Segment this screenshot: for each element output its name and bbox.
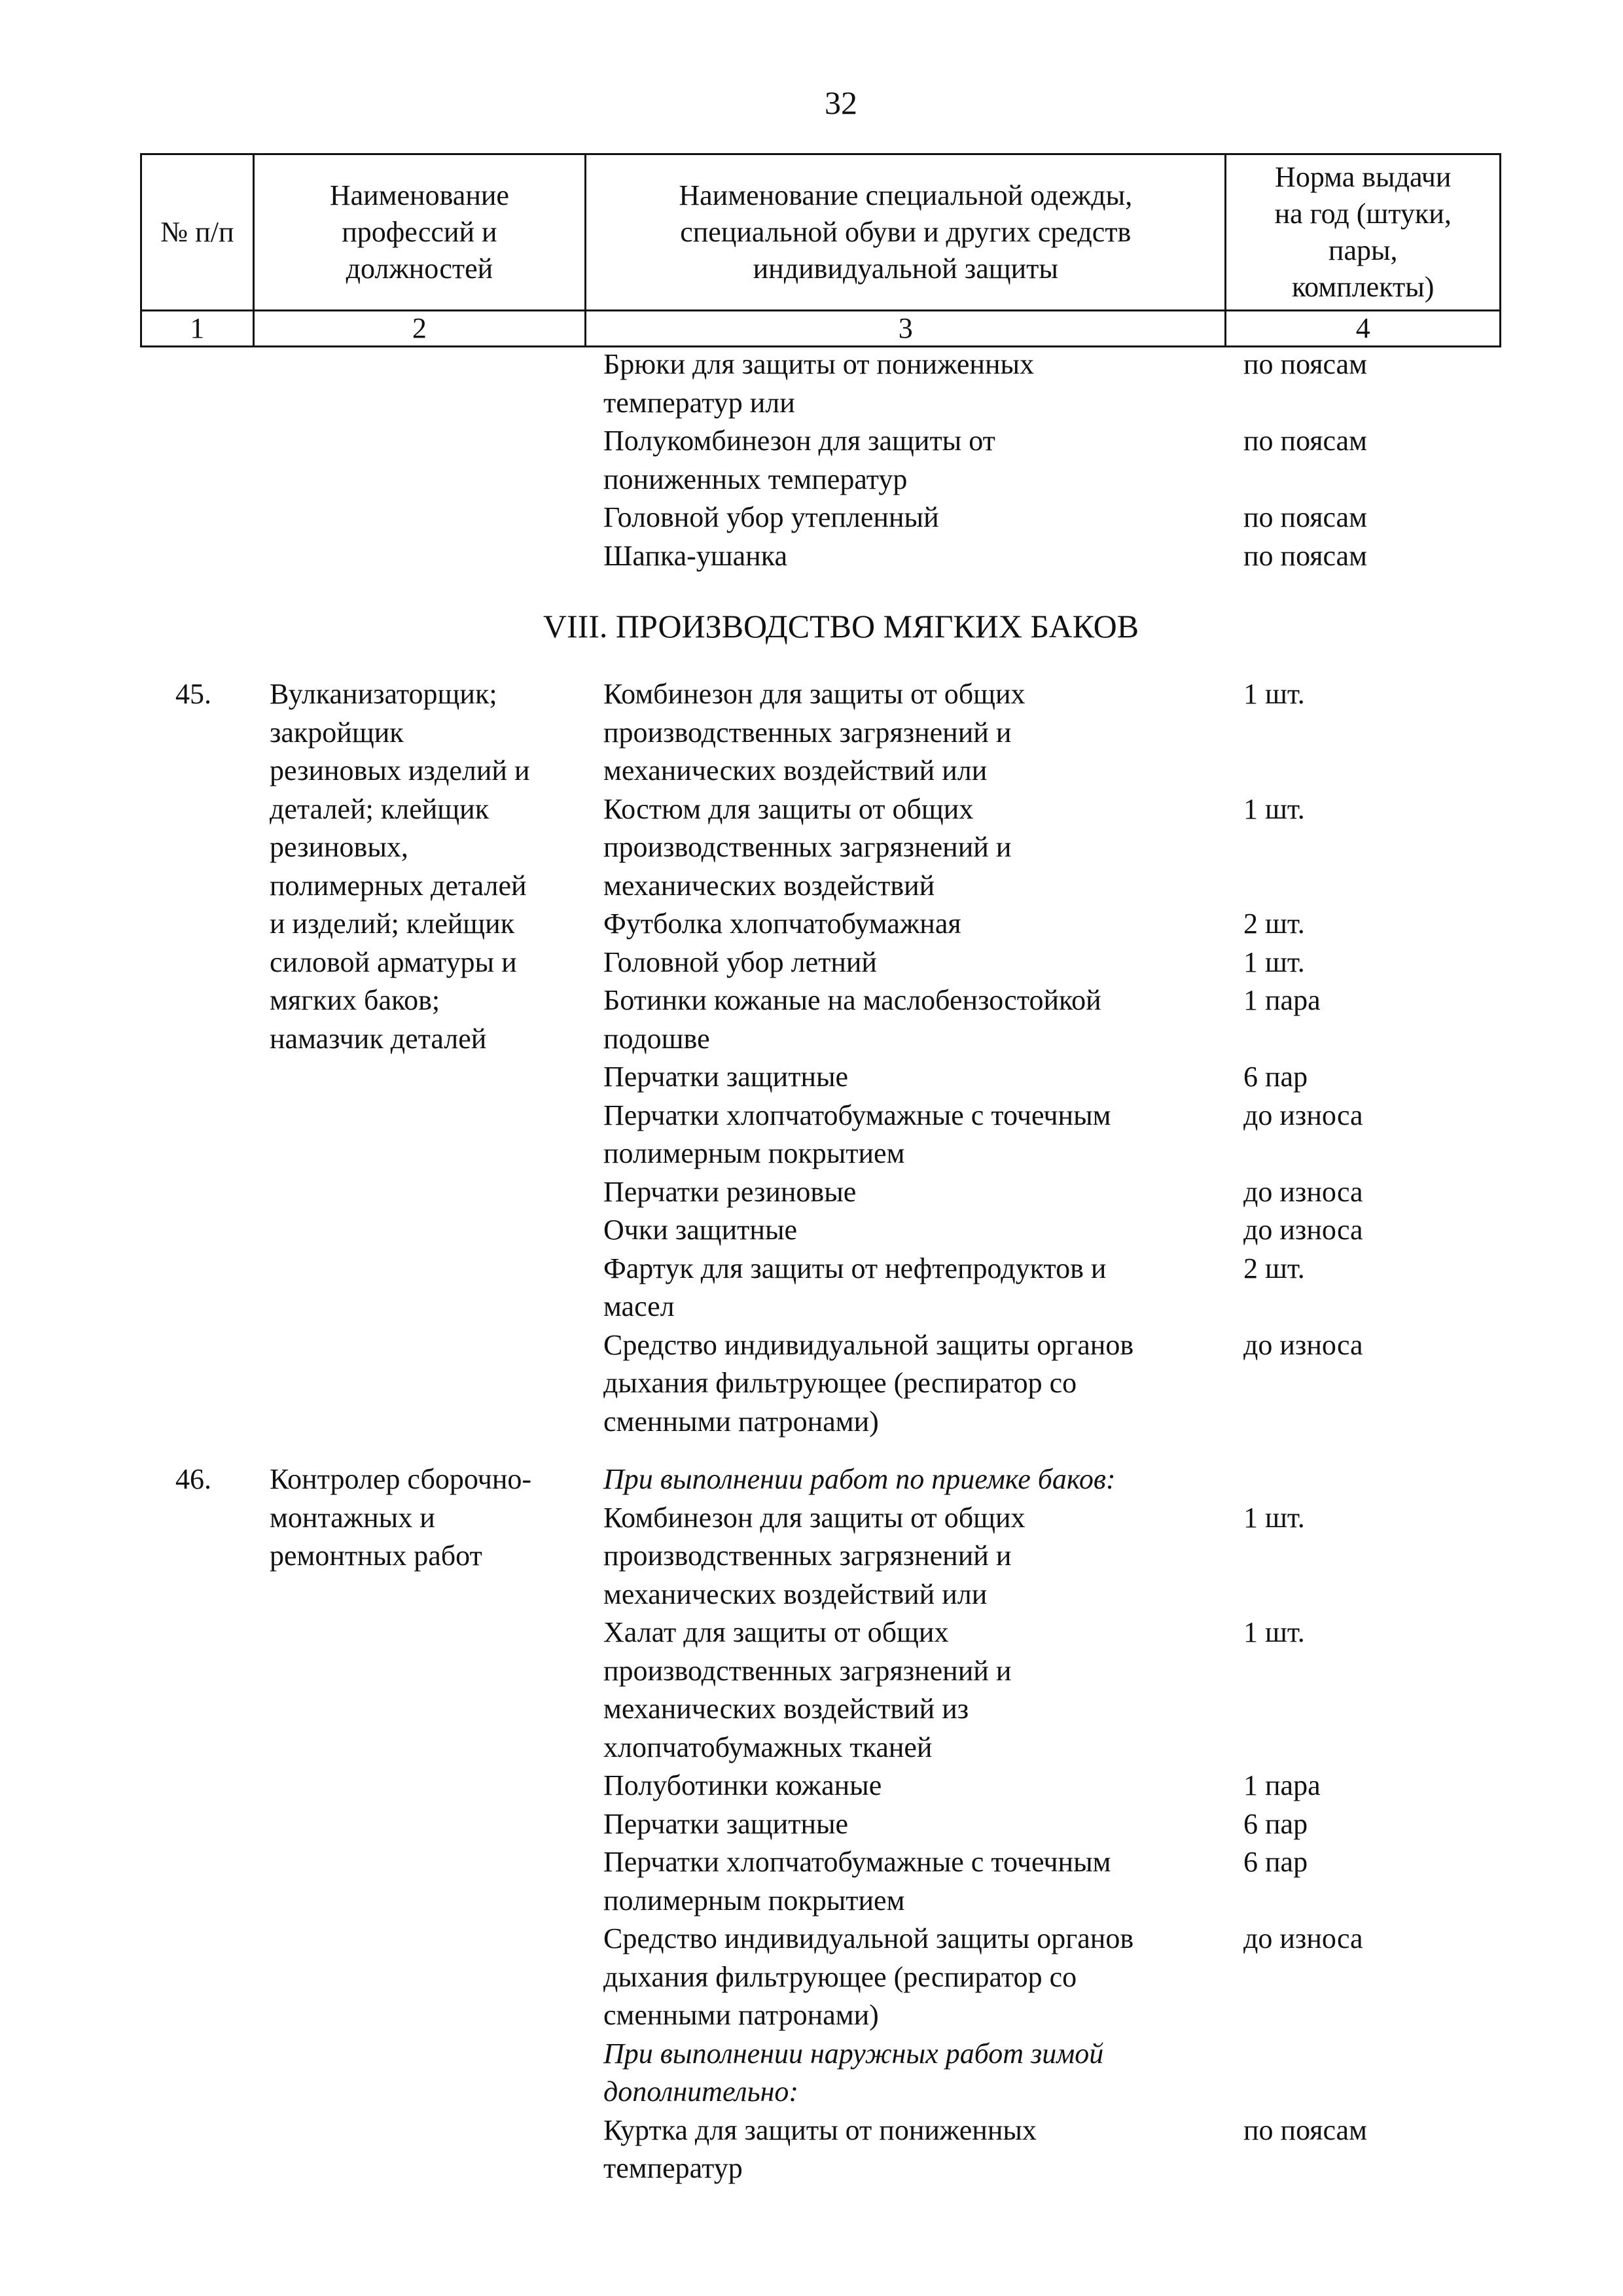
entry-0-item-0-line-2: механических воздействий или — [603, 754, 988, 786]
entry-0-item-2-line-0: Футболка хлопчатобумажная — [603, 908, 961, 940]
header-num-4: 4 — [1226, 311, 1501, 347]
entry-0-profession-line-5: полимерных деталей — [270, 869, 527, 902]
entry-0-item-1-line-2: механических воздействий — [603, 869, 935, 902]
entry-0-item-4-line-0: Ботинки кожаные на маслобензостойкой — [603, 984, 1101, 1016]
entry-1-profession-line-1: монтажных и — [270, 1501, 435, 1534]
continuation-norm-1: по поясам — [1243, 425, 1367, 457]
page-number: 32 — [825, 84, 857, 121]
entry-1-norm-1: 1 шт. — [1243, 1501, 1305, 1534]
header-num-1: 1 — [141, 311, 254, 347]
entry-1-item-2-line-1: производственных загрязнений и — [603, 1654, 1012, 1687]
continuation-norm-3: по поясам — [1243, 539, 1367, 572]
entry-0-norm-6: до износа — [1243, 1099, 1363, 1131]
entry-1-item-6-line-0: Средство индивидуальной защиты органов — [603, 1922, 1134, 1954]
continuation-norm-0: по поясам — [1243, 348, 1367, 380]
entry-1-item-8-line-0: Куртка для защиты от пониженных — [603, 2113, 1037, 2146]
entry-1-norm-8: по поясам — [1243, 2113, 1367, 2146]
entry-0-item-0-line-1: производственных загрязнений и — [603, 716, 1012, 749]
entry-number-46.: 46. — [175, 1463, 211, 1495]
entry-1-profession-line-0: Контролер сборочно- — [270, 1463, 532, 1495]
entry-1-norm-3: 1 пара — [1243, 1769, 1321, 1801]
entry-0-item-10-line-1: дыхания фильтрующее (респиратор со — [603, 1367, 1077, 1399]
entry-0-profession-line-3: деталей; клейщик — [270, 792, 490, 825]
entry-0-item-8-line-0: Очки защитные — [603, 1214, 798, 1246]
continuation-item-1-line-0: Полукомбинезон для защиты от — [603, 425, 995, 457]
entry-1-item-8-line-1: температур — [603, 2152, 743, 2184]
entry-0-item-10-line-0: Средство индивидуальной защиты органов — [603, 1328, 1134, 1361]
entry-1-item-7-line-1: дополнительно: — [603, 2075, 799, 2108]
entry-0-item-9-line-0: Фартук для защиты от нефтепродуктов и — [603, 1252, 1107, 1284]
entry-0-profession-line-9: намазчик деталей — [270, 1022, 487, 1055]
entry-1-item-0-line-0: При выполнении работ по приемке баков: — [603, 1463, 1116, 1495]
entry-0-profession-line-8: мягких баков; — [270, 984, 440, 1016]
entry-1-item-2-line-2: механических воздействий из — [603, 1693, 969, 1725]
section-title: VIII. ПРОИЗВОДСТВО МЯГКИХ БАКОВ — [543, 608, 1139, 645]
continuation-item-3-line-0: Шапка-ушанка — [603, 539, 787, 572]
entry-number-45.: 45. — [175, 678, 211, 710]
entry-0-norm-1: 1 шт. — [1243, 792, 1305, 825]
entry-0-norm-4: 1 пара — [1243, 984, 1321, 1016]
entry-1-profession-line-2: ремонтных работ — [270, 1540, 482, 1572]
entry-0-norm-0: 1 шт. — [1243, 678, 1305, 710]
header-num-2: 2 — [253, 311, 585, 347]
entry-0-item-5-line-0: Перчатки защитные — [603, 1061, 849, 1093]
entry-0-profession-line-2: резиновых изделий и — [270, 754, 530, 786]
entry-0-norm-2: 2 шт. — [1243, 908, 1305, 940]
entry-0-norm-3: 1 шт. — [1243, 945, 1305, 978]
entry-1-item-7-line-0: При выполнении наружных работ зимой — [603, 2037, 1104, 2070]
entry-1-norm-6: до износа — [1243, 1922, 1363, 1954]
entry-0-profession-line-0: Вулканизаторщик; — [270, 678, 497, 710]
entry-1-item-2-line-0: Халат для защиты от общих — [603, 1616, 949, 1648]
entry-0-profession-line-1: закройщик — [270, 716, 404, 749]
entry-0-item-0-line-0: Комбинезон для защиты от общих — [603, 678, 1026, 710]
entry-1-norm-5: 6 пар — [1243, 1846, 1308, 1878]
entry-1-item-4-line-0: Перчатки защитные — [603, 1807, 849, 1840]
entry-0-item-1-line-1: производственных загрязнений и — [603, 831, 1012, 863]
continuation-item-0-line-0: Брюки для защиты от пониженных — [603, 348, 1035, 380]
entry-0-profession-line-7: силовой арматуры и — [270, 945, 517, 978]
entry-1-norm-4: 6 пар — [1243, 1807, 1308, 1840]
entry-0-item-4-line-1: подошве — [603, 1022, 710, 1055]
entry-0-item-7-line-0: Перчатки резиновые — [603, 1175, 857, 1208]
entry-0-item-9-line-1: масел — [603, 1290, 675, 1322]
entry-0-profession-line-4: резиновых, — [270, 831, 408, 863]
continuation-item-2-line-0: Головной убор утепленный — [603, 501, 939, 533]
entry-1-item-2-line-3: хлопчатобумажных тканей — [603, 1731, 933, 1763]
entry-1-item-1-line-1: производственных загрязнений и — [603, 1540, 1012, 1572]
continuation-item-0-line-1: температур или — [603, 386, 795, 419]
entry-0-item-10-line-2: сменными патронами) — [603, 1405, 879, 1438]
entry-0-norm-8: до износа — [1243, 1214, 1363, 1246]
entry-0-item-3-line-0: Головной убор летний — [603, 945, 877, 978]
entry-1-item-6-line-1: дыхания фильтрующее (респиратор со — [603, 1960, 1077, 1993]
continuation-item-1-line-1: пониженных температур — [603, 463, 908, 495]
entry-1-item-5-line-0: Перчатки хлопчатобумажные с точечным — [603, 1846, 1111, 1878]
entry-1-item-6-line-2: сменными патронами) — [603, 1999, 879, 2031]
entry-0-item-1-line-0: Костюм для защиты от общих — [603, 792, 974, 825]
table-header — [140, 153, 1501, 347]
entry-0-norm-10: до износа — [1243, 1328, 1363, 1361]
entry-0-item-6-line-0: Перчатки хлопчатобумажные с точечным — [603, 1099, 1111, 1131]
entry-1-item-5-line-1: полимерным покрытием — [603, 1884, 905, 1916]
continuation-norm-2: по поясам — [1243, 501, 1367, 533]
entry-1-item-3-line-0: Полуботинки кожаные — [603, 1769, 882, 1801]
header-col-item: Наименование специальной одежды, специальной обуви и других средств индивидуальной защиты — [586, 154, 1226, 311]
header-col-number: № п/п — [141, 154, 254, 311]
header-col-norm: Норма выдачи на год (штуки, пары, комплекты) — [1226, 154, 1501, 311]
header-col-profession: Наименование профессий и должностей — [253, 154, 585, 311]
entry-1-item-1-line-2: механических воздействий или — [603, 1578, 988, 1610]
entry-1-item-1-line-0: Комбинезон для защиты от общих — [603, 1501, 1026, 1534]
entry-1-norm-2: 1 шт. — [1243, 1616, 1305, 1648]
entry-0-norm-5: 6 пар — [1243, 1061, 1308, 1093]
entry-0-item-6-line-1: полимерным покрытием — [603, 1137, 905, 1169]
header-num-3: 3 — [586, 311, 1226, 347]
entry-0-norm-7: до износа — [1243, 1175, 1363, 1208]
entry-0-profession-line-6: и изделий; клейщик — [270, 908, 515, 940]
entry-0-norm-9: 2 шт. — [1243, 1252, 1305, 1284]
